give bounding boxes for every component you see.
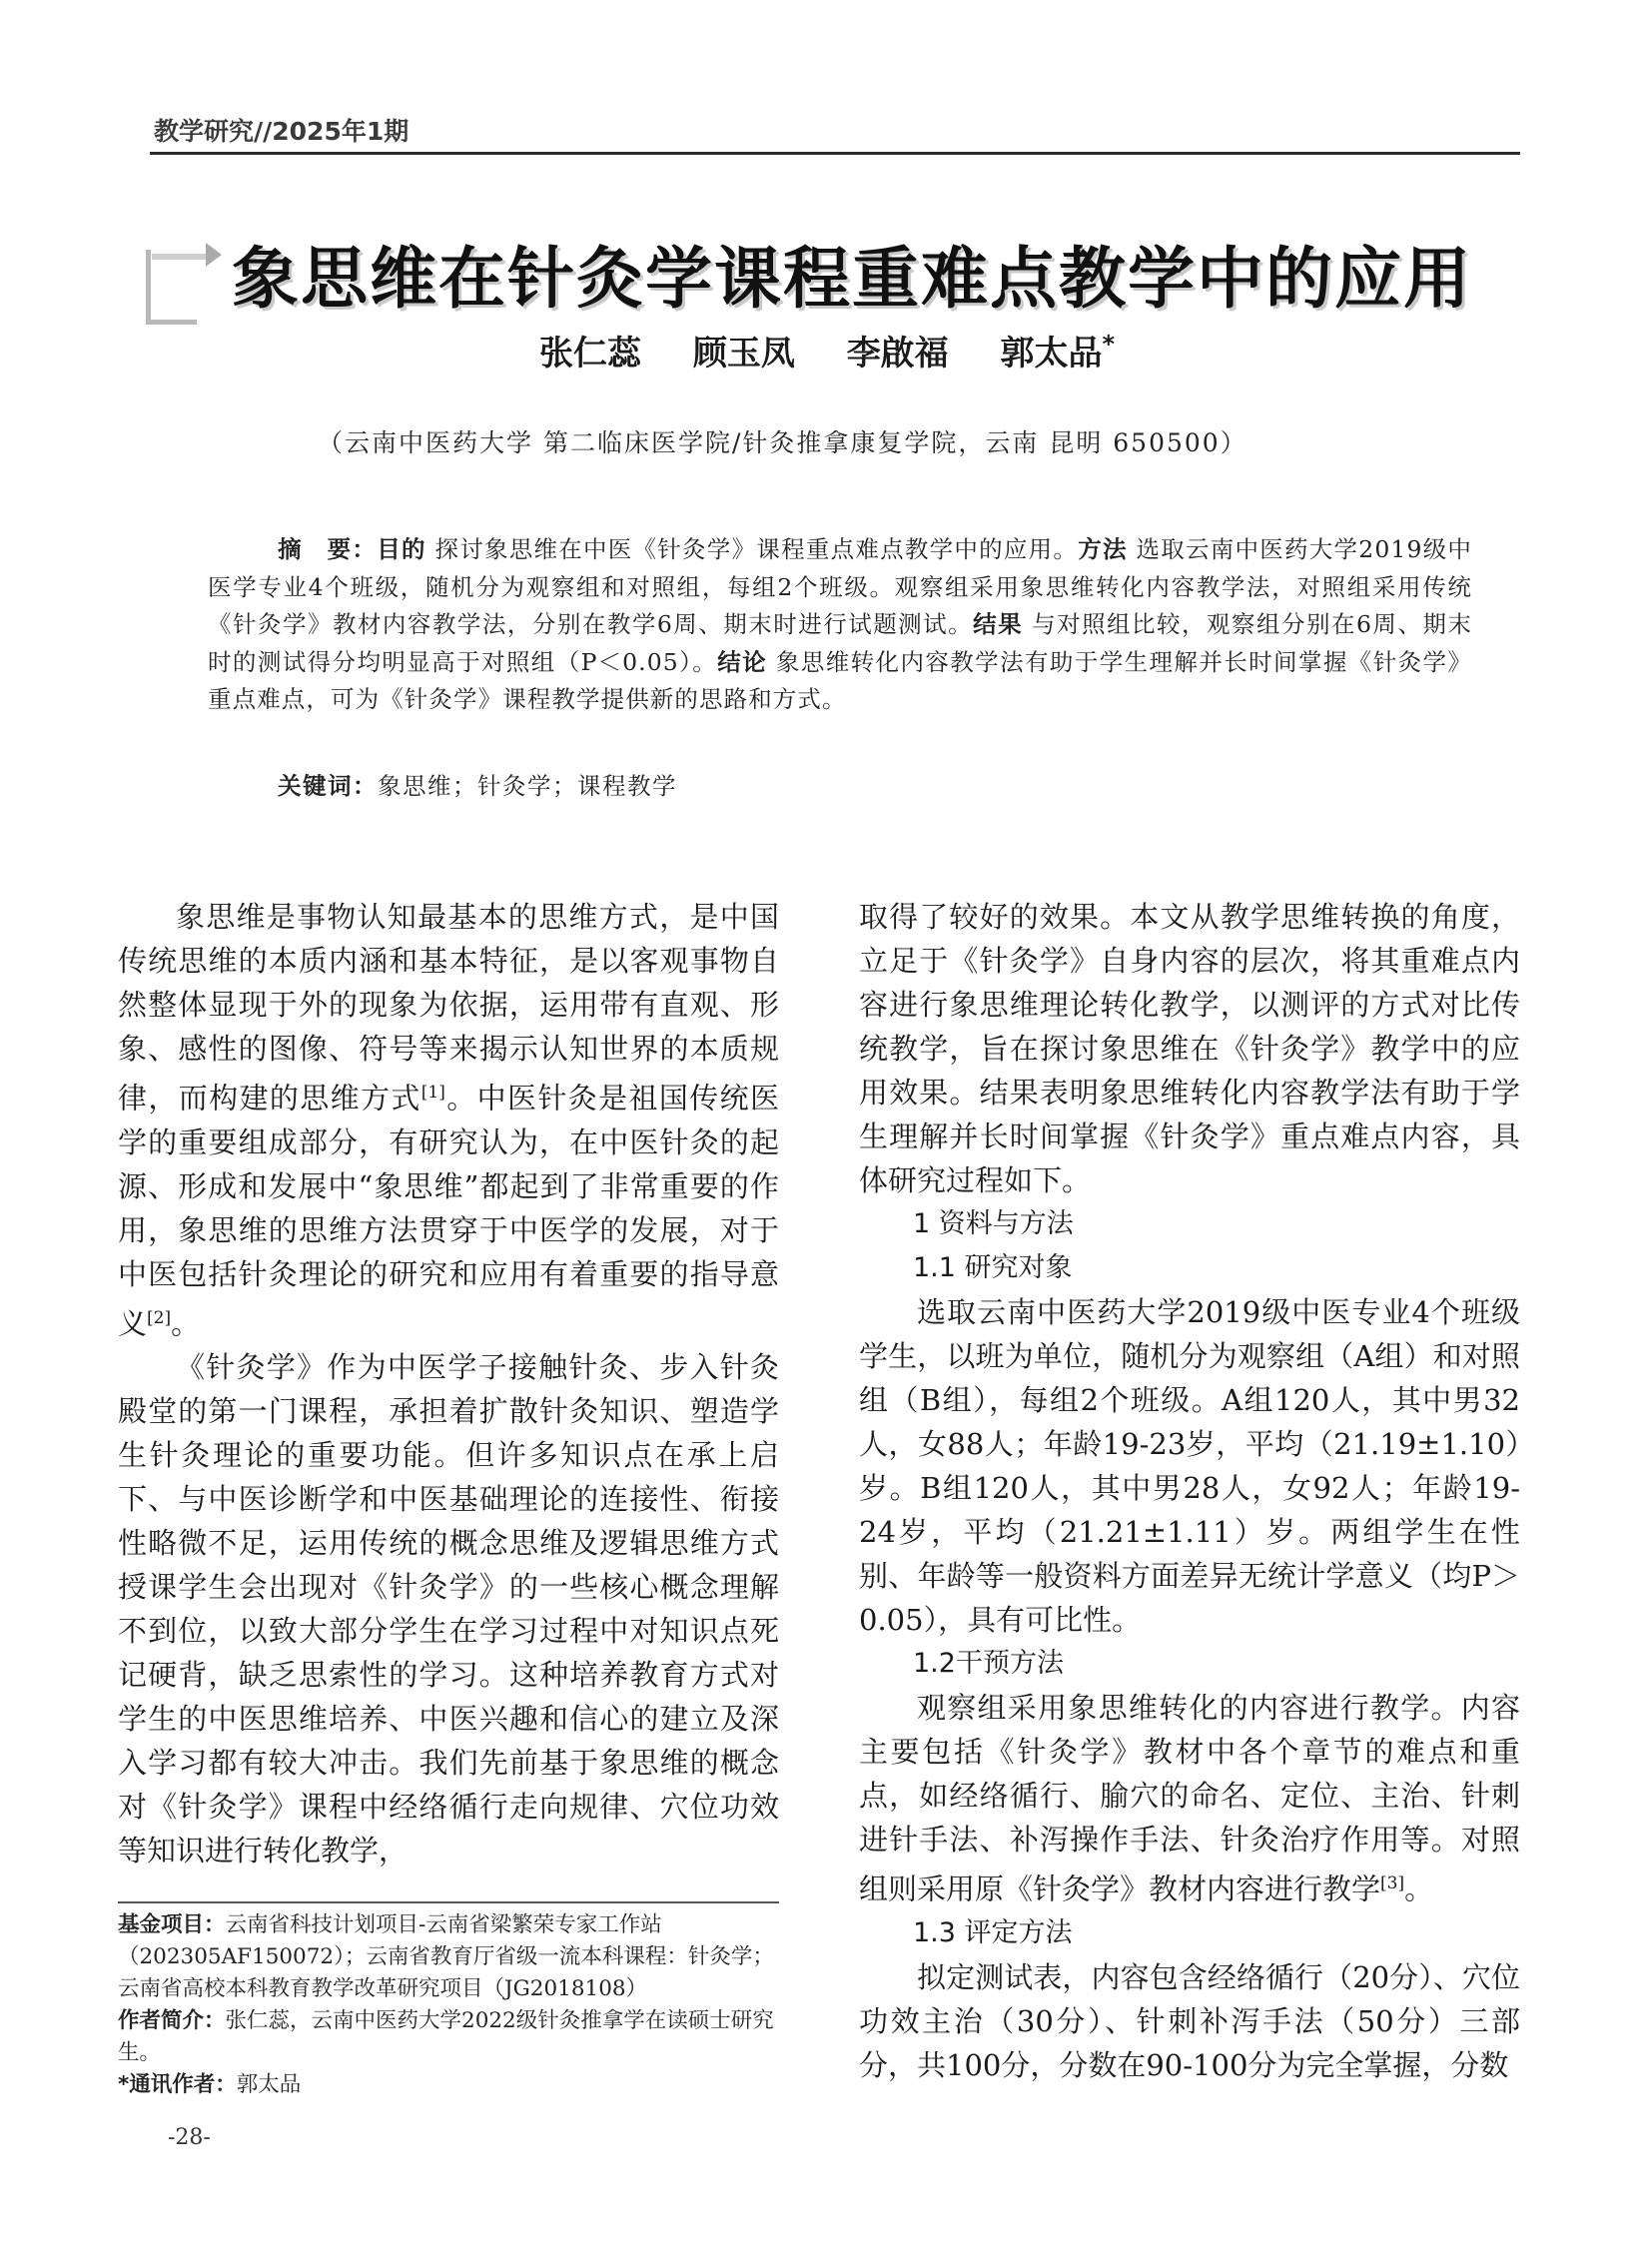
header-rule	[150, 152, 1520, 155]
methods-text: 选取云南中医药大学2019级中医学专业4个班级，随机分为观察组和对照组，每组2个班级。观察组采用象思维转化内容教学法，对照组采用传统《针灸学》教材内容教学法，分别在教学6周、期末时进行试题测试。	[208, 535, 1473, 638]
conclusion-label: 结论	[717, 647, 768, 676]
body-paragraph: 观察组采用象思维转化的内容进行教学。内容主要包括《针灸学》教材中各个章节的难点和重点，如经络循行、腧穴的命名、定位、主治、针刺进针手法、补泻操作手法、针灸治疗作用等。对照组则采用原《针灸学》教材内容进行教学[3]。	[859, 1691, 1520, 1906]
author-list	[539, 326, 1115, 374]
title-bar-decoration	[152, 254, 206, 260]
author-name: 李啟福	[846, 334, 949, 374]
body-paragraph: 象思维是事物认知最基本的思维方式，是中国传统思维的本质内涵和基本特征，是以客观事物自然整体显现于外的现象为依据，运用带有直观、形象、感性的图像、符号等来揭示认知世界的本质规律，而构建的思维方式[1]。中医针灸是祖国传统医学的重要组成部分，有研究认为，在中医针灸的起源、形成和发展中“象思维”都起到了非常重要的作用，象思维的思维方法贯穿于中医学的发展，对于中医包括针灸理论的研究和应用有着重要的指导意义[2]。	[118, 900, 779, 1341]
body-right-column	[859, 895, 1520, 2087]
footnotes	[118, 1909, 779, 2101]
methods-label: 方法	[1078, 535, 1128, 563]
title-arrow-icon	[206, 243, 222, 267]
subsection-heading: 1.2干预方法	[913, 1648, 1064, 1679]
footnote-rule	[118, 1901, 779, 1903]
paper-title: 象思维在针灸学课程重难点教学中的应用	[232, 240, 1472, 318]
body-paragraph: 选取云南中医药大学2019级中医专业4个班级学生，以班为单位，随机分为观察组（A组）和对照组（B组），每组2个班级。A组120人，其中男32人，女88人；年龄19-23岁，平均（21.19±1.10）岁。B组120人，其中男28人，女92人；年龄19-24岁，平均（21.21±1.11）岁。两组学生在性别、年龄等一般资料方面差异无统计学意义（均P＞0.05），具有可比性。	[859, 1295, 1520, 1637]
body-paragraph: 拟定测试表，内容包含经络循行（20分）、穴位功效主治（30分）、针刺补泻手法（50分）三部分，共100分，分数在90-100分为完全掌握，分数	[859, 1959, 1520, 2082]
keywords-text: 象思维；针灸学；课程教学	[378, 772, 677, 800]
subsection-heading: 1.1 研究对象	[913, 1252, 1073, 1283]
author-name: 顾玉凤	[692, 334, 795, 374]
section-heading: 1 资料与方法	[913, 1208, 1074, 1239]
citation-ref[interactable]: [1]	[420, 1083, 445, 1103]
page-number: -28-	[168, 2125, 211, 2150]
body-left-column	[118, 895, 779, 1872]
author-note: 作者简介：张仁蕊，云南中医药大学2022级针灸推拿学在读硕士研究生。	[118, 2008, 774, 2065]
conclusion-text: 象思维转化内容教学法有助于学生理解并长时间掌握《针灸学》重点难点，可为《针灸学》课程教学提供新的思路和方式。	[208, 647, 1473, 713]
objective-label: 目的	[377, 535, 426, 563]
results-text: 与对照组比较，观察组分别在6周、期末时的测试得分均明显高于对照组（P＜0.05）。	[208, 610, 1472, 676]
body-paragraph: 取得了较好的效果。本文从教学思维转换的角度，立足于《针灸学》自身内容的层次，将其重难点内容进行象思维理论转化教学，以测评的方式对比传统教学，旨在探讨象思维在《针灸学》教学中的应用效果。结果表明象思维转化内容教学法有助于学生理解并长时间掌握《针灸学》重点难点内容，具体研究过程如下。	[859, 900, 1520, 1197]
corresponding-note: *通讯作者：郭太品	[118, 2072, 302, 2097]
keywords-label: 关键词：	[278, 772, 378, 800]
running-head: 教学研究//2025年1期	[154, 117, 410, 146]
author-name-text: 郭太品	[1000, 334, 1103, 374]
affiliation: （云南中医药大学 第二临床医学院/针灸推拿康复学院，云南 昆明 650500）	[318, 428, 1247, 457]
keywords	[278, 767, 677, 801]
subsection-heading: 1.3 评定方法	[913, 1916, 1073, 1948]
body-paragraph: 《针灸学》作为中医学子接触针灸、步入针灸殿堂的第一门课程，承担着扩散针灸知识、塑造学生针灸理论的重要功能。但许多知识点在承上启下、与中医诊断学和中医基础理论的连接性、衔接性略微不足，运用传统的概念思维及逻辑思维方式授课学生会出现对《针灸学》的一些核心概念理解不到位，以致大部分学生在学习过程中对知识点死记硬背，缺乏思索性的学习。这种培养教育方式对学生的中医思维培养、中医兴趣和信心的建立及深入学习都有较大冲击。我们先前基于象思维的概念对《针灸学》课程中经络循行走向规律、穴位功效等知识进行转化教学，	[118, 1350, 779, 1868]
fund-note: 基金项目：云南省科技计划项目-云南省梁繁荣专家工作站（202305AF150072）；云南省教育厅省级一流本科课程：针灸学；云南省高校本科教育教学改革研究项目（JG2018108）	[118, 1912, 774, 2001]
abstract	[208, 531, 1472, 719]
corresponding-mark: *	[1102, 330, 1116, 359]
author-name: 张仁蕊	[539, 334, 641, 374]
results-label: 结果	[973, 610, 1024, 638]
citation-ref[interactable]: [2]	[147, 1307, 172, 1328]
author-name	[1000, 330, 1116, 374]
objective-text: 探讨象思维在中医《针灸学》课程重点难点教学中的应用。	[425, 535, 1079, 563]
title-corner-decoration	[146, 250, 197, 325]
abstract-label: 摘 要：	[278, 535, 378, 563]
citation-ref[interactable]: [3]	[1380, 1873, 1405, 1893]
